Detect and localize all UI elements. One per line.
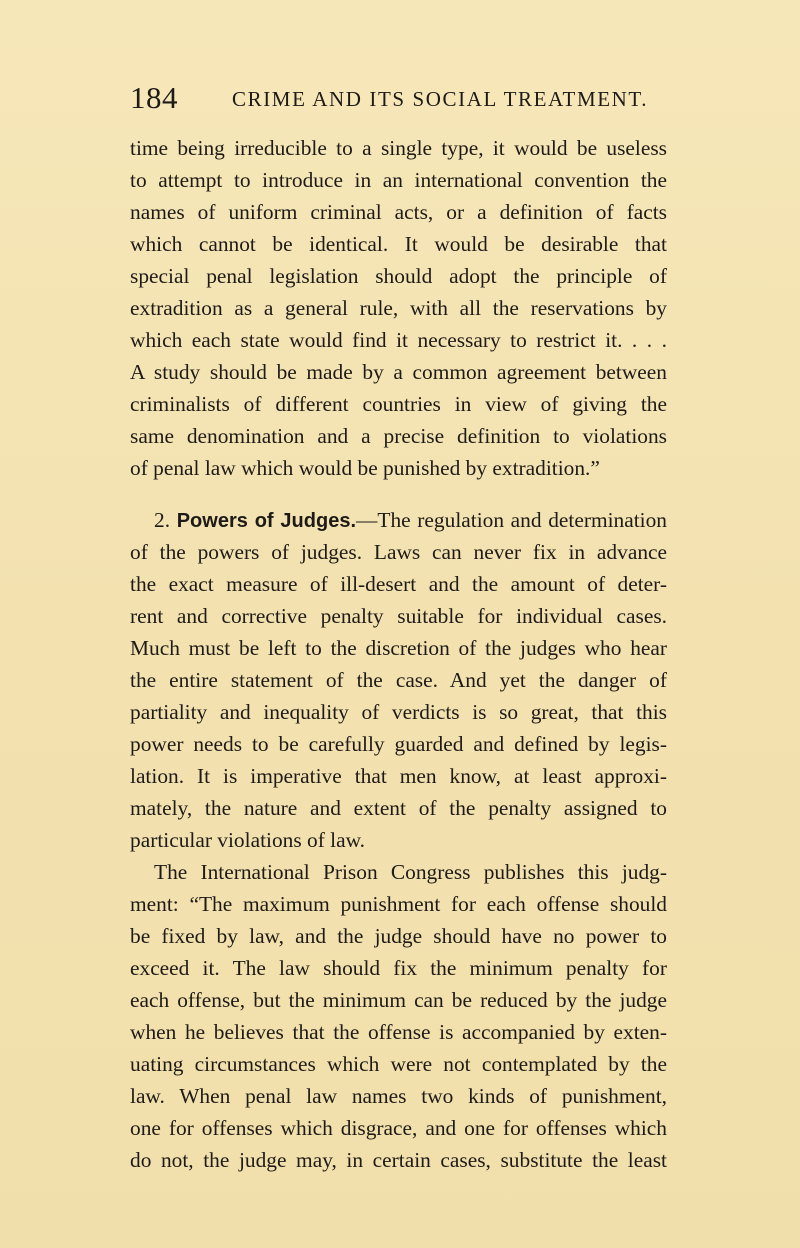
text-line: names of uniform criminal acts, or a definition of facts [130,200,667,224]
text-line: exceed it. The law should fix the minimum penalty for [130,956,667,980]
paragraph-prison-congress [130,856,667,1176]
text-line: law. When penal law names two kinds of punishment, [130,1084,667,1108]
text-line: to attempt to introduce in an international convention the [130,168,667,192]
text-line: be fixed by law, and the judge should have no power to [130,924,667,948]
text-line: Much must be left to the discretion of the judges who hear [130,636,667,660]
text-line: one for offenses which disgrace, and one for offenses which [130,1116,667,1140]
page-number: 184 [130,80,178,115]
text-line: partiality and inequality of verdicts is so great, that this [130,700,667,724]
text-line: rent and corrective penalty suitable for individual cases. [130,604,667,628]
text-line: when he believes that the offense is accompanied by exten- [130,1020,667,1044]
text-line: same denomination and a precise definition to violations [130,424,667,448]
section-heading: Powers of Judges. [176,510,357,532]
paragraph-gap [130,484,667,504]
section-heading-continuation: —The regulation and determination [356,508,667,532]
text-line: mately, the nature and extent of the penalty assigned to [130,796,667,820]
text-line: which each state would find it necessary to restrict it. . . . [130,328,667,352]
paragraph-powers-of-judges [130,504,667,856]
text-line: the exact measure of ill-desert and the amount of deter- [130,572,667,596]
running-head: CRIME AND ITS SOCIAL TREATMENT. [232,87,649,111]
text-line: of penal law which would be punished by extradition.” [130,456,600,480]
text-line: which cannot be identical. It would be desirable that [130,232,667,256]
text-line: criminalists of different countries in view of giving the [130,392,667,416]
text-line: each offense, but the minimum can be reduced by the judge [130,988,667,1012]
text-line: The International Prison Congress publishes this judg- [154,860,667,884]
text-line: A study should be made by a common agreement between [130,360,667,384]
text-line: extradition as a general rule, with all the reservations by [130,296,667,320]
text-line: do not, the judge may, in certain cases, substitute the least [130,1148,667,1172]
text-line: the entire statement of the case. And yet the danger of [130,668,667,692]
text-line: of the powers of judges. Laws can never fix in advance [130,540,667,564]
text-line: particular violations of law. [130,828,366,852]
text-line: special penal legislation should adopt the principle of [130,264,667,288]
text-line: power needs to be carefully guarded and defined by legis- [130,732,667,756]
text-line: time being irreducible to a single type, it would be useless [130,136,667,160]
page-header [130,80,670,116]
paragraph-extradition-quote [130,132,667,484]
text-line: ment: “The maximum punishment for each offense should [130,892,667,916]
section-number: 2. [154,508,171,532]
text-line: uating circumstances which were not contemplated by the [130,1052,667,1076]
section-heading-line [130,504,667,536]
body-text [130,132,667,1176]
text-line: lation. It is imperative that men know, at least approxi- [130,764,667,788]
